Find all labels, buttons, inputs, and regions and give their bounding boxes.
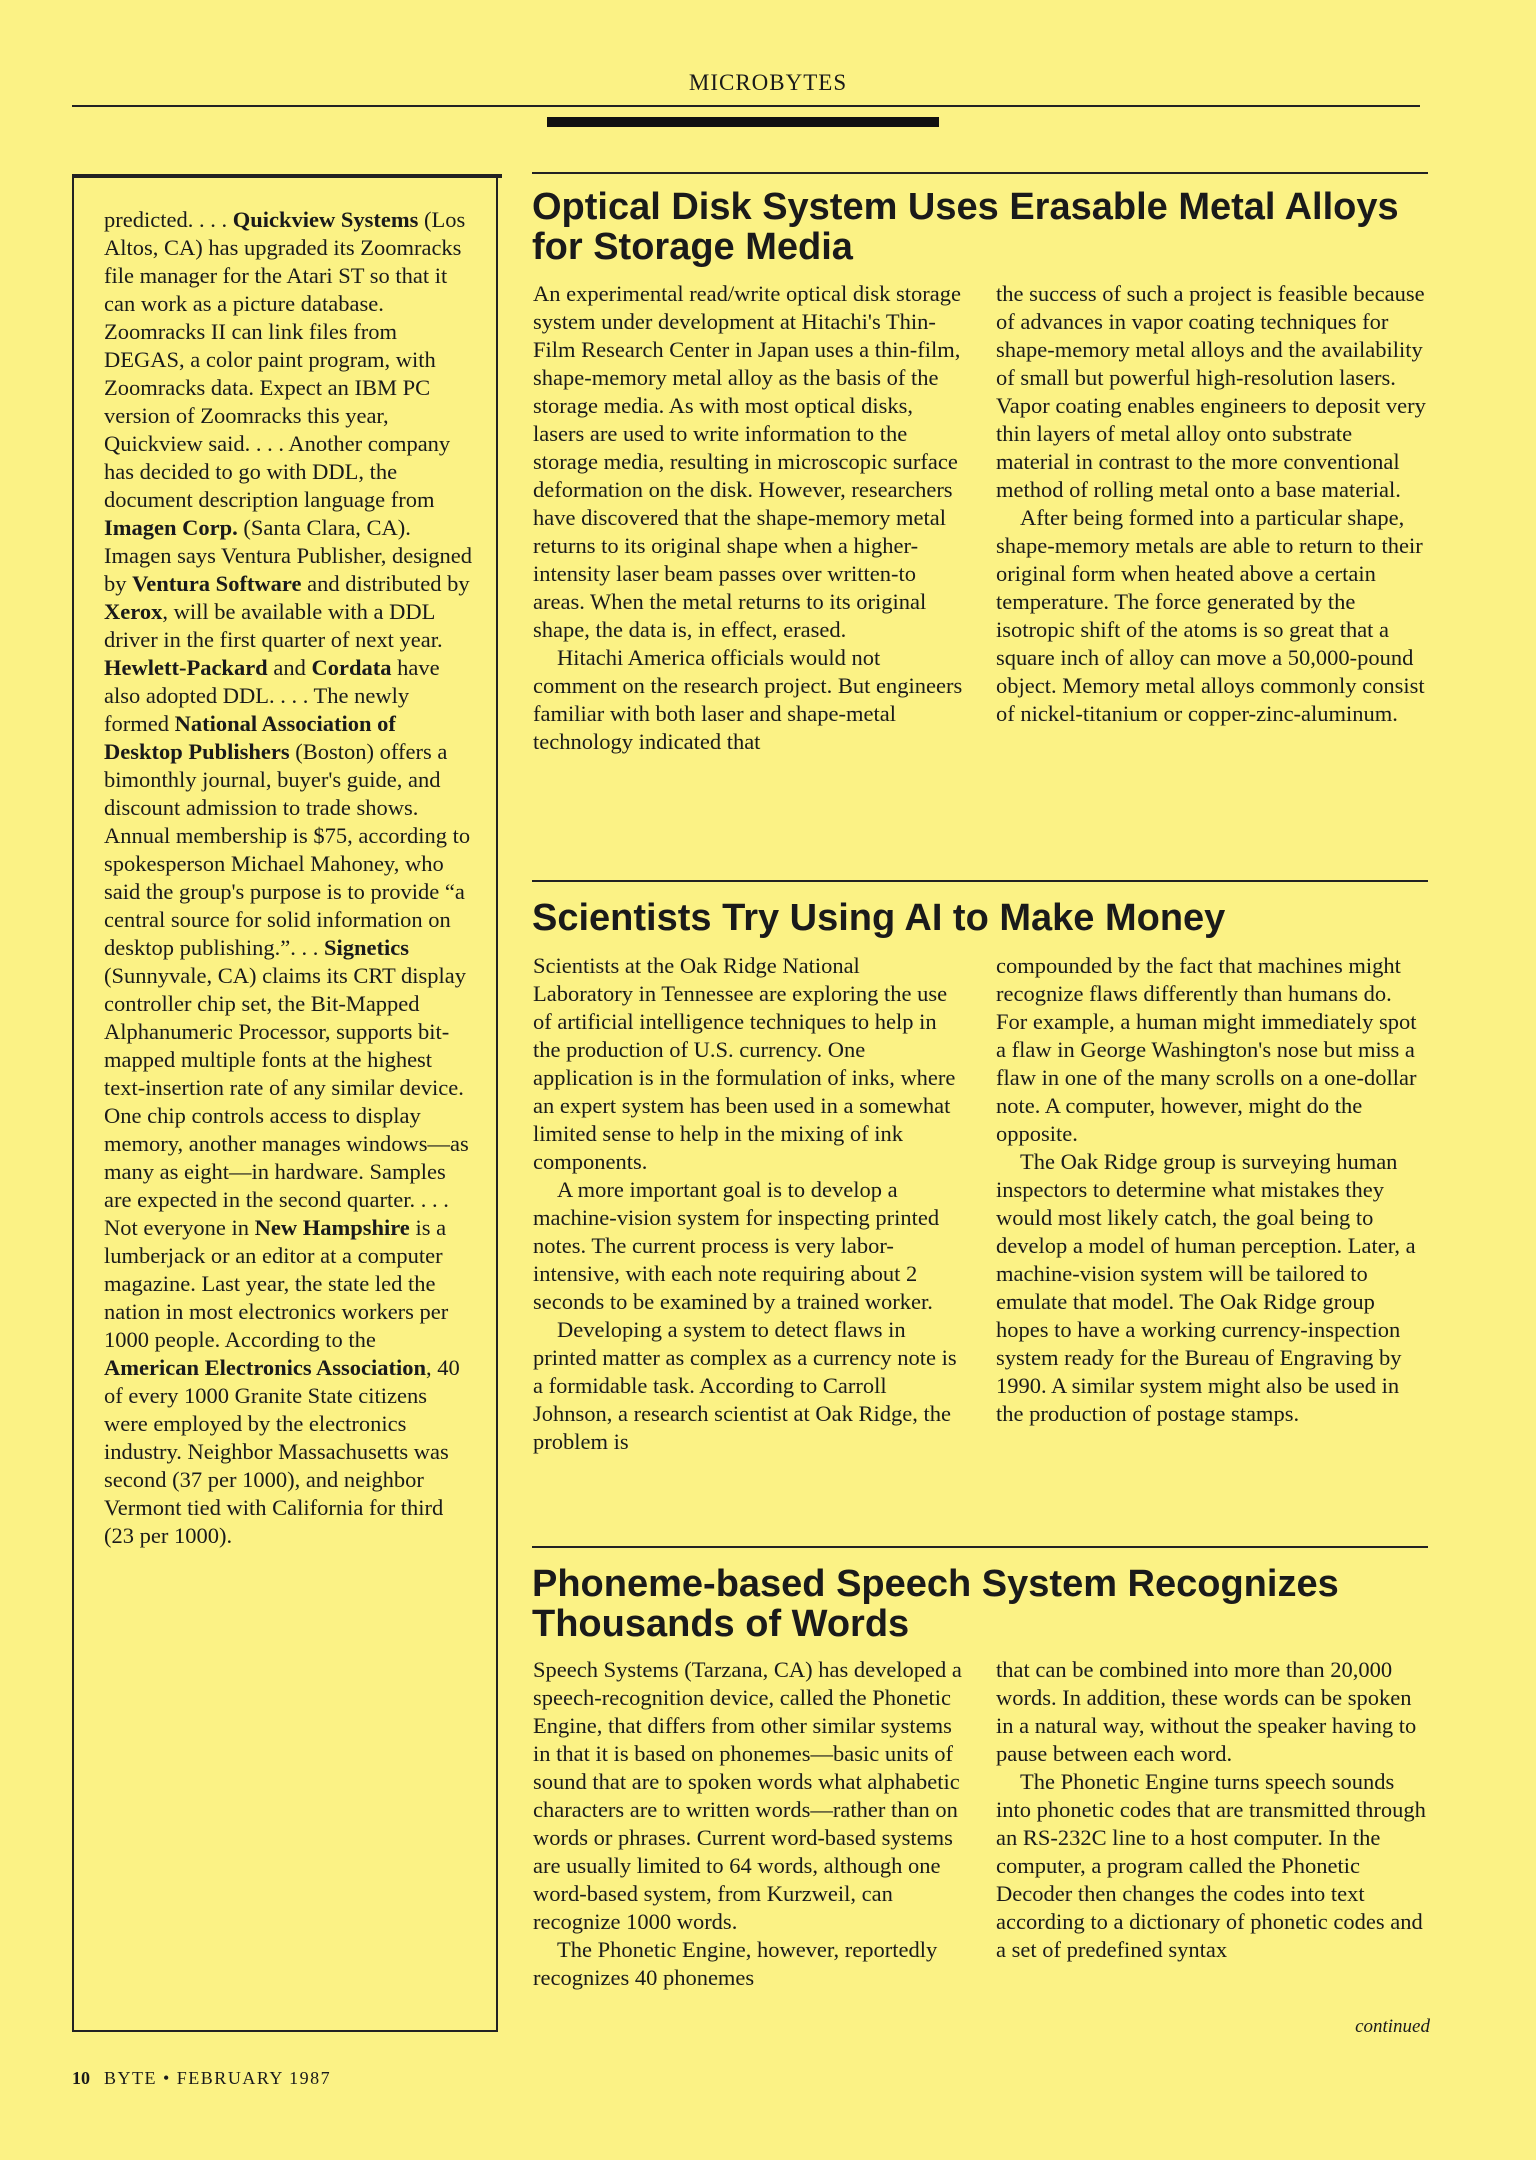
article-paragraph: Hitachi America officials would not comment on the research project. But engineers familiar with both laser and shape-metal technology indicated that	[533, 645, 963, 754]
sidebar-text-run: (Santa Clara, CA). Imagen says Ventura Publisher, designed by	[104, 515, 472, 596]
sidebar-company-name: Cordata	[311, 655, 392, 680]
article-paragraph: that can be combined into more than 20,000 words. In addition, these words can be spoken in a natural way, without the speaker having to pause between each word.	[996, 1657, 1417, 1766]
header-bar	[547, 117, 939, 127]
sidebar-company-name: Xerox	[104, 599, 163, 624]
article-column-left	[533, 280, 965, 756]
sidebar-text-run: , 40 of every 1000 Granite State citizens were employed by the electronics industry. Neighbor Massachusetts was second (37 per 1000), and neighbor Vermont tied with California for third (23 per 1000).	[104, 1355, 460, 1548]
articles-top-rule	[532, 172, 1428, 174]
article-paragraph: Scientists at the Oak Ridge National Laboratory in Tennessee are exploring the use of artificial intelligence techniques to help in the production of U.S. currency. One application is in the formulation of inks, where an expert system has been used in a somewhat limited sense to help in the mixing of ink components.	[533, 953, 956, 1174]
article-paragraph: An experimental read/write optical disk storage system under development at Hitachi's Thin-Film Research Center in Japan uses a thin-film, shape-memory metal alloy as the basis of the storage media. As with most optical disks, lasers are used to write information to the storage media, resulting in microscopic surface deformation on the disk. However, researchers have discovered that the shape-memory metal returns to its original shape when a higher-intensity laser beam passes over written-to areas. When the metal returns to its original shape, the data is, in effect, erased.	[533, 281, 961, 642]
sidebar-text-run: and distributed by	[301, 571, 470, 596]
article-headline: Phoneme-based Speech System Recognizes Thousands of Words	[532, 1563, 1339, 1645]
sidebar-company-name: National Association of Desktop Publishers	[104, 711, 396, 764]
sidebar-text-run: have also adopted DDL. . . . The newly formed	[104, 655, 440, 736]
section-title: MICROBYTES	[688, 70, 848, 95]
page-number: 10	[72, 2068, 90, 2088]
sidebar-company-name: American Electronics Association	[104, 1355, 427, 1380]
header-rule	[72, 105, 1420, 107]
article-headline: Scientists Try Using AI to Make Money	[532, 897, 1226, 939]
sidebar-text-run: (Boston) offers a bimonthly journal, buyer's guide, and discount admission to trade shows. Annual membership is $75, according to spokesperson Michael Mahoney, who said the group's purpose is to provide “a central source for solid information on desktop publishing.”. . .	[104, 739, 471, 960]
sidebar-box	[72, 174, 498, 2032]
article-column-right	[996, 1656, 1428, 1964]
sidebar-text-run: and	[267, 655, 312, 680]
sidebar-company-name: Quickview Systems	[232, 207, 419, 232]
article-column-left	[533, 952, 965, 1456]
article-paragraph: The Oak Ridge group is surveying human inspectors to determine what mistakes they would most likely catch, the goal being to develop a model of human perception. Later, a machine-vision system will be tailored to emulate that model. The Oak Ridge group hopes to have a working currency-inspection system ready for the Bureau of Engraving by 1990. A similar system might also be used in the production of postage stamps.	[996, 1149, 1416, 1426]
article-paragraph: the success of such a project is feasible because of advances in vapor coating techniques for shape-memory metal alloys and the availability of small but powerful high-resolution lasers. Vapor coating enables engineers to deposit very thin layers of metal alloy onto substrate material in contrast to the more conventional method of rolling metal onto a base material.	[996, 281, 1426, 502]
page-footer	[72, 2068, 331, 2089]
section-rule	[532, 880, 1428, 882]
article-headline: Optical Disk System Uses Erasable Metal Alloys for Storage Media	[532, 186, 1399, 268]
article-paragraph: A more important goal is to develop a machine-vision system for inspecting printed notes. The current process is very labor-intensive, with each note requiring about 2 seconds to be examined by a trained worker.	[533, 1177, 940, 1314]
sidebar-text-run: predicted. . . .	[104, 207, 233, 232]
sidebar-text-run: (Sunnyvale, CA) claims its CRT display controller chip set, the Bit-Mapped Alphanumeric Processor, supports bit-mapped multiple fonts at the highest text-insertion rate of any similar device. One chip controls access to display memory, another manages windows—as many as eight—in hardware. Samples are expected in the second quarter. . . . Not everyone in	[104, 963, 469, 1240]
article-paragraph: compounded by the fact that machines might recognize flaws differently than humans do. For example, a human might immediately spot a flaw in George Washington's nose but miss a flaw in one of the many scrolls on a one-dollar note. A computer, however, might do the opposite.	[996, 953, 1417, 1146]
section-rule	[532, 1546, 1428, 1548]
sidebar-company-name: Ventura Software	[132, 571, 302, 596]
article-paragraph: Developing a system to detect flaws in printed matter as complex as a currency note is a formidable task. According to Carroll Johnson, a research scientist at Oak Ridge, the problem is	[533, 1317, 957, 1454]
article-paragraph: Speech Systems (Tarzana, CA) has developed a speech-recognition device, called the Phonetic Engine, that differs from other similar systems in that it is based on phonemes—basic units of sound that are to spoken words what alphabetic characters are to written words—rather than on words or phrases. Current word-based systems are usually limited to 64 words, although one word-based system, from Kurzweil, can recognize 1000 words.	[533, 1657, 962, 1934]
sidebar-text-run: is a lumberjack or an editor at a computer magazine. Last year, the state led the nation in most electronics workers per 1000 people. According to the	[104, 1215, 449, 1352]
sidebar-text-run: (Los Altos, CA) has upgraded its Zoomracks file manager for the Atari ST so that it can work as a picture database. Zoomracks II can link files from DEGAS, a color paint program, with Zoomracks data. Expect an IBM PC version of Zoomracks this year, Quickview said. . . . Another company has decided to go with DDL, the document description language from	[104, 207, 466, 512]
article-column-right	[996, 280, 1428, 728]
sidebar-company-name: Signetics	[324, 935, 410, 960]
article-paragraph: After being formed into a particular shape, shape-memory metals are able to return to their original form when heated above a certain temperature. The force generated by the isotropic shift of the atoms is so great that a square inch of alloy can move a 50,000-pound object. Memory metal alloys commonly consist of nickel-titanium or copper-zinc-aluminum.	[996, 505, 1425, 726]
sidebar-company-name: Imagen Corp.	[104, 515, 238, 540]
article-paragraph: The Phonetic Engine turns speech sounds into phonetic codes that are transmitted through an RS-232C line to a host computer. In the computer, a program called the Phonetic Decoder then changes the codes into text according to a dictionary of phonetic codes and a set of predefined syntax	[996, 1769, 1426, 1962]
article-column-right	[996, 952, 1428, 1428]
article-column-left	[533, 1656, 965, 1992]
sidebar-company-name: Hewlett-Packard	[104, 655, 268, 680]
publication-info: BYTE • FEBRUARY 1987	[104, 2068, 332, 2088]
sidebar-text	[104, 206, 476, 1550]
article-paragraph: The Phonetic Engine, however, reportedly recognizes 40 phonemes	[533, 1937, 938, 1990]
sidebar-company-name: New Hampshire	[254, 1215, 410, 1240]
sidebar-top-rule	[72, 174, 502, 178]
sidebar-text-run: , will be available with a DDL driver in the first quarter of next year.	[104, 599, 443, 652]
continued-label: continued	[1355, 2016, 1430, 2037]
